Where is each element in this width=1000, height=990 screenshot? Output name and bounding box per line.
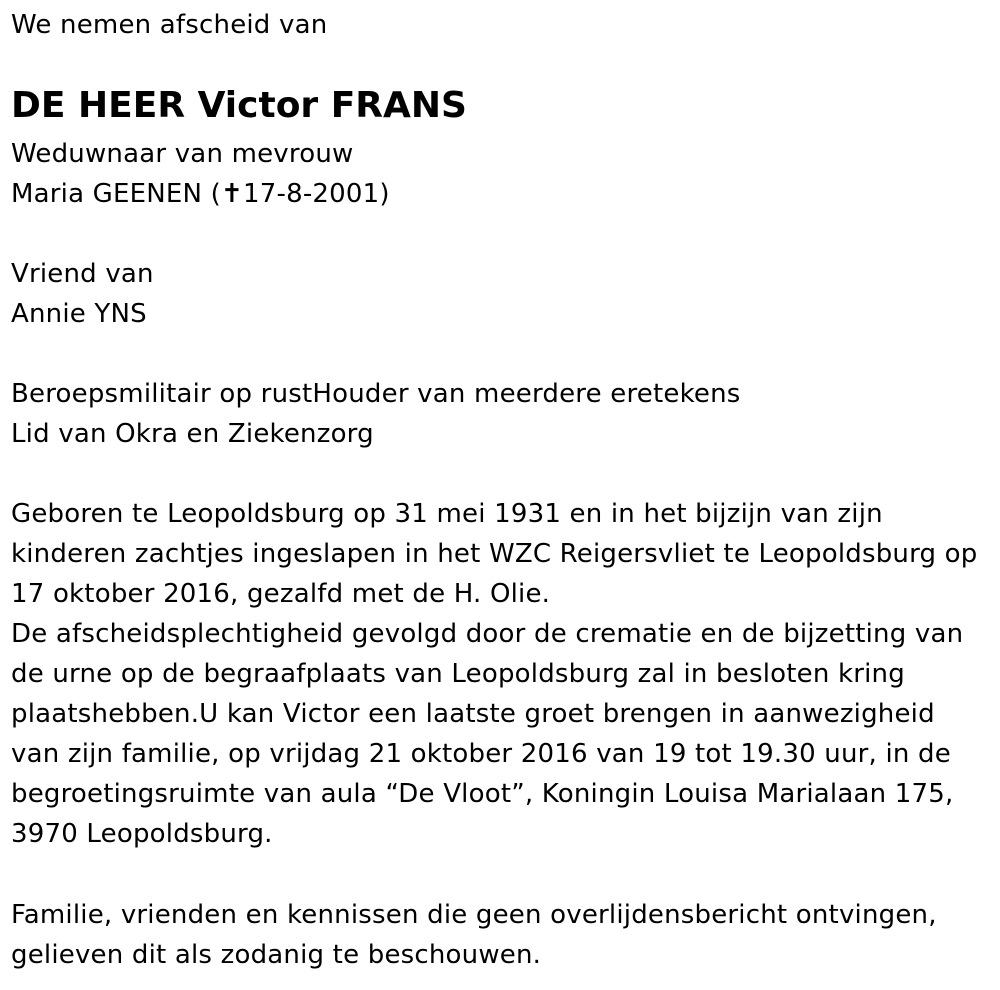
deceased-name: DE HEER Victor FRANS — [11, 85, 467, 126]
story-line: 17 oktober 2016, gezalfd met de H. Olie. — [11, 579, 551, 609]
spouse-section — [11, 134, 390, 214]
friend-line-1: Vriend van — [11, 259, 154, 289]
story-section — [11, 494, 978, 854]
story-line: plaatshebben.U kan Victor een laatste groet brengen in aanwezigheid — [11, 699, 935, 729]
story-line: van zijn familie, op vrijdag 21 oktober 2016 van 19 tot 19.30 uur, in de — [11, 739, 951, 769]
spouse-line-2 — [11, 174, 390, 214]
spouse-death-date: 17-8-2001) — [243, 179, 390, 209]
career-line-1: Beroepsmilitair op rustHouder van meerdere eretekens — [11, 379, 741, 409]
friend-line-2: Annie YNS — [11, 299, 147, 329]
closing-line: gelieven dit als zodanig te beschouwen. — [11, 940, 542, 970]
spouse-line-1: Weduwnaar van mevrouw — [11, 139, 354, 169]
story-line: begroetingsruimte van aula “De Vloot”, Koningin Louisa Marialaan 175, — [11, 779, 954, 809]
story-line: kinderen zachtjes ingeslapen in het WZC Reigersvliet te Leopoldsburg op — [11, 539, 978, 569]
story-line: de urne op de begraafplaats van Leopoldsburg zal in besloten kring — [11, 659, 905, 689]
career-section — [11, 374, 741, 454]
cross-icon: ✝ — [221, 179, 244, 209]
closing-section — [11, 895, 937, 975]
spouse-name: Maria GEENEN ( — [11, 179, 222, 209]
closing-line: Familie, vrienden en kennissen die geen overlijdensbericht ontvingen, — [11, 900, 937, 930]
story-line: Geboren te Leopoldsburg op 31 mei 1931 en in het bijzijn van zijn — [11, 499, 883, 529]
intro-text: We nemen afscheid van — [11, 10, 328, 40]
career-line-2: Lid van Okra en Ziekenzorg — [11, 419, 374, 449]
friend-section — [11, 254, 154, 334]
story-line: 3970 Leopoldsburg. — [11, 819, 273, 849]
story-line: De afscheidsplechtigheid gevolgd door de crematie en de bijzetting van — [11, 619, 964, 649]
